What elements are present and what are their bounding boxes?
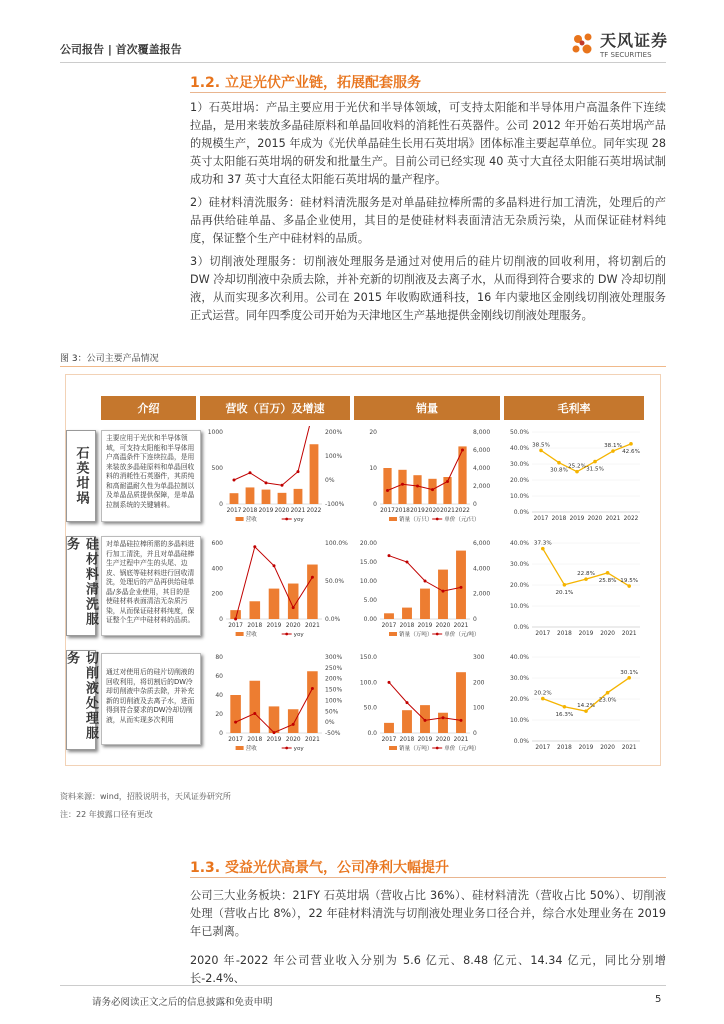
- x-tick-label: 2022: [306, 508, 322, 514]
- data-label: 22.8%: [577, 571, 595, 578]
- x-tick-label: 2017: [381, 623, 397, 629]
- bar: [438, 713, 448, 733]
- line-point: [253, 712, 256, 715]
- margin-point: [627, 584, 631, 588]
- line-point: [273, 564, 276, 567]
- y-tick-label: 0.00: [363, 616, 377, 623]
- y-tick-label: 20: [369, 429, 377, 436]
- y2-tick-label: 2,000: [473, 590, 491, 598]
- y-tick-label: 30.0%: [509, 561, 529, 568]
- bar: [310, 444, 319, 504]
- bar: [278, 493, 287, 504]
- y-tick-label: 10: [369, 465, 377, 472]
- data-label: 19.5%: [620, 578, 639, 585]
- x-tick-label: 2020: [587, 516, 603, 522]
- line-point: [292, 723, 295, 726]
- x-tick-label: 2020: [285, 623, 301, 629]
- margin-point: [541, 547, 545, 551]
- data-label: 42.6%: [622, 448, 640, 455]
- paragraph-revenue: 2020 年-2022 年公司营业收入分别为 5.6 亿元、8.48 亿元、14.34 亿元，同比分别增长-2.4%、: [190, 954, 666, 985]
- x-tick-label: 2021: [453, 737, 469, 743]
- y-tick-label: 30.0%: [509, 675, 529, 682]
- y2-tick-label: 8,000: [473, 429, 491, 436]
- bar: [384, 723, 394, 733]
- page-number: 5: [655, 994, 662, 1005]
- bar: [288, 709, 299, 733]
- row-desc-cleaning: 对单晶硅拉棒所需的多晶料进行加工清洗，并且对单晶硅棒生产过程中产生的头尾、边皮、锅底等硅材料进行回收清洗，处理后的产品再供给硅单晶/多晶企业使用，其目的是使硅材料表面清洁无杂质污染，从而保证硅材料纯度，保证整个生产中硅材料的品质。: [101, 536, 201, 636]
- line-point: [460, 719, 463, 722]
- row-desc-cutting: 通过对使用后的硅片切削液的回收利用，将切割后的DW冷却切削液中杂质去除，并补充新的切削液及去离子水，进而得到符合要求的DW冷却切削液，从而实现多次利用: [101, 653, 201, 745]
- bar: [413, 475, 421, 504]
- y2-tick-label: 150%: [325, 686, 343, 694]
- legend-label-line: yoy: [293, 632, 304, 638]
- line-point: [461, 449, 464, 452]
- y-tick-label: 400: [211, 565, 223, 573]
- x-tick-label: 2018: [557, 631, 572, 637]
- line-point: [424, 719, 427, 722]
- y2-tick-label: 200: [473, 679, 485, 687]
- legend-swatch-bar: [236, 746, 244, 750]
- chart-r1-revenue: [200, 426, 352, 526]
- chart-r2-margin: [504, 537, 644, 641]
- x-tick-label: 2021: [305, 623, 320, 629]
- x-tick-label: 2020: [600, 631, 615, 637]
- legend-swatch-bar: [236, 517, 244, 521]
- x-tick-label: 2021: [453, 623, 469, 629]
- bar: [428, 479, 436, 504]
- x-tick-label: 2018: [395, 508, 410, 514]
- section-divider: [190, 92, 666, 93]
- y2-tick-label: 6,000: [473, 540, 491, 547]
- y2-tick-label: 200%: [325, 429, 343, 436]
- x-tick-label: 2018: [247, 623, 263, 629]
- section-title-2: 1.3. 受益光伏高景气，公司净利大幅提升: [190, 860, 449, 876]
- line-point: [253, 545, 256, 548]
- y-tick-label: 50.0: [363, 704, 377, 712]
- bar: [250, 681, 261, 733]
- x-tick-label: 2017: [535, 631, 551, 637]
- row-label-cutting: 切削液处理服务: [66, 650, 96, 750]
- logo-en: TF SECURITIES: [600, 51, 652, 59]
- x-tick-label: 2019: [569, 516, 585, 522]
- col-header-intro: 介绍: [101, 396, 196, 420]
- x-tick-label: 2019: [578, 745, 594, 751]
- data-label: 30.1%: [620, 669, 639, 676]
- bar: [294, 489, 303, 504]
- legend-swatch-bar: [389, 632, 397, 636]
- bar: [402, 710, 412, 733]
- data-label: 14.2%: [577, 703, 595, 710]
- line-point: [386, 489, 389, 492]
- x-tick-label: 2017: [533, 516, 549, 522]
- line-point: [401, 483, 404, 486]
- section-divider-2: [190, 877, 666, 878]
- line-point: [442, 590, 445, 593]
- x-tick-label: 2020: [435, 737, 451, 743]
- data-label: 31.5%: [586, 466, 604, 473]
- margin-point: [584, 709, 588, 713]
- y-tick-label: 15.00: [359, 559, 377, 566]
- y-tick-label: 20.0%: [509, 582, 529, 589]
- x-tick-label: 2019: [266, 737, 282, 743]
- x-tick-label: 2019: [266, 623, 282, 629]
- x-tick-label: 2021: [290, 508, 306, 514]
- y2-tick-label: 4,000: [473, 565, 491, 573]
- bar: [262, 490, 271, 504]
- x-tick-label: 2021: [621, 745, 637, 751]
- figure-divider: [60, 366, 666, 367]
- report-header: 公司报告 | 首次覆盖报告: [60, 43, 182, 56]
- line-point: [406, 561, 409, 564]
- x-tick-label: 2022: [623, 516, 639, 522]
- line-point: [431, 488, 434, 491]
- data-label: 38.1%: [604, 443, 622, 450]
- y2-tick-label: 100%: [325, 697, 343, 705]
- y-tick-label: 40: [215, 692, 223, 699]
- x-tick-label: 2017: [381, 737, 397, 743]
- y-tick-label: 0: [373, 501, 377, 508]
- row-label-cleaning: 硅材料清洗服务: [66, 536, 96, 636]
- header-divider: [60, 62, 666, 63]
- y-tick-label: 10.0%: [509, 603, 529, 610]
- chart-r1-volume: [354, 426, 500, 526]
- legend-label-bar: 营收: [245, 746, 257, 752]
- line-point: [292, 606, 295, 609]
- bar: [456, 672, 466, 733]
- x-tick-label: 2017: [380, 508, 395, 514]
- y2-tick-label: 4,000: [473, 465, 491, 472]
- line-point: [442, 716, 445, 719]
- line-point: [388, 681, 391, 684]
- bar: [398, 470, 406, 504]
- y2-tick-label: 300%: [325, 654, 343, 661]
- y2-tick-label: 0: [473, 616, 477, 623]
- y-tick-label: 20.0%: [509, 477, 529, 484]
- data-label: 16.3%: [555, 711, 574, 718]
- y2-tick-label: 50%: [325, 708, 339, 716]
- data-label: 30.8%: [550, 467, 568, 474]
- legend-label-line: 单价（元/吨）: [444, 632, 480, 638]
- y-tick-label: 30.0%: [509, 461, 529, 468]
- x-tick-label: 2020: [285, 737, 301, 743]
- data-label: 38.5%: [532, 442, 550, 449]
- y-tick-label: 0.0%: [513, 738, 529, 745]
- col-header-volume: 销量: [354, 396, 500, 420]
- x-tick-label: 2020: [435, 623, 451, 629]
- x-tick-label: 2021: [305, 737, 320, 743]
- line-point: [249, 471, 252, 474]
- margin-point: [606, 691, 610, 695]
- y2-tick-label: 0: [473, 730, 477, 737]
- legend-label-bar: 销量（万吨）: [399, 632, 433, 638]
- x-tick-label: 2018: [557, 745, 572, 751]
- paragraph-crucible: 1）石英坩埚：产品主要应用于光伏和半导体领域，可支持太阳能和半导体用户高温条件下连续拉晶，是用来装放多晶硅原料和单晶回收料的消耗性石英器件。公司 2012 年开始石英坩埚产品的规模生产，2015 年成为《光伏单晶硅生长用石英坩埚》团体标准主要起草单位。同年实现 28 英寸太阳能石英坩埚的研发和批量生产。目前公司已经实现 40 英寸大直径太阳能石英坩埚试制成功和 37 英寸大直径太阳能石英坩埚的量产程序。: [190, 101, 666, 186]
- bar: [230, 493, 239, 504]
- line-point: [311, 576, 314, 579]
- bar: [269, 589, 280, 619]
- y2-tick-label: 100.0%: [325, 540, 348, 547]
- x-tick-label: 2021: [621, 631, 637, 637]
- figure-note: 注：22 年披露口径有更改: [60, 810, 153, 819]
- legend-label-line: 单价（元/吨）: [444, 746, 480, 752]
- bar: [384, 613, 394, 619]
- y-tick-label: 40.0%: [509, 445, 529, 452]
- line-point: [233, 479, 236, 482]
- legend-swatch-bar: [236, 632, 244, 636]
- x-tick-label: 2018: [247, 737, 263, 743]
- y2-tick-label: 100%: [325, 453, 343, 460]
- y2-tick-label: 300: [473, 654, 485, 661]
- y2-tick-label: 50.0%: [325, 578, 345, 585]
- legend-marker-line: [285, 518, 288, 521]
- y2-tick-label: 250%: [325, 664, 343, 672]
- chart-r3-volume: [354, 651, 500, 755]
- y-tick-label: 80: [215, 654, 223, 661]
- series-line: [389, 556, 461, 591]
- bar: [402, 608, 412, 619]
- y-tick-label: 60: [215, 673, 223, 680]
- margin-point: [557, 461, 561, 465]
- line-point: [281, 484, 284, 487]
- margin-point: [584, 577, 588, 581]
- paragraph-cutting-fluid: 3）切削液处理服务：切削液处理服务是通过对使用后的硅片切削液的回收利用，将切割后的 DW 冷却切削液中杂质去除，并补充新的切削液及去离子水，从而得到符合要求的 DW 冷却切削液，从而实现多次利用。公司在 2015 年收购欧通科技，16 年内蒙地区金刚线切削液处理服务正式运营。同年四季度公司开始为天津地区生产基地提供金刚线切削液处理服务。: [190, 255, 666, 322]
- y-tick-label: 0: [219, 730, 223, 737]
- line-point: [265, 481, 268, 484]
- line-point: [311, 687, 314, 690]
- y-tick-label: 0.0%: [513, 624, 529, 631]
- x-tick-label: 2019: [417, 623, 433, 629]
- chart-r2-revenue: [200, 537, 352, 641]
- y-tick-label: 50.0%: [509, 429, 529, 436]
- y-tick-label: 5.00: [363, 597, 377, 604]
- legend-label-line: yoy: [293, 746, 304, 752]
- x-tick-label: 2018: [399, 737, 415, 743]
- y2-tick-label: 0: [473, 501, 477, 508]
- figure-source: 资料来源：wind，招股说明书，天风证券研究所: [60, 792, 231, 801]
- section-title: 1.2. 立足光伏产业链，拓展配套服务: [190, 75, 421, 91]
- x-tick-label: 2020: [600, 745, 615, 751]
- data-label: 20.2%: [533, 690, 552, 697]
- y2-tick-label: -100%: [325, 501, 345, 508]
- y-tick-label: 40.0%: [509, 540, 529, 547]
- series-line: [234, 426, 314, 485]
- margin-point: [541, 697, 545, 701]
- x-tick-label: 2017: [535, 745, 551, 751]
- margin-point: [593, 460, 597, 464]
- line-point: [406, 701, 409, 704]
- bar: [230, 695, 241, 733]
- y2-tick-label: 2,000: [473, 483, 491, 490]
- y-tick-label: 200: [211, 590, 223, 598]
- legend-marker-line: [436, 747, 439, 750]
- y-tick-label: 0.0: [367, 730, 377, 737]
- line-point: [424, 580, 427, 583]
- row-label-crucible: 石英坩埚: [66, 430, 96, 522]
- y-tick-label: 0: [219, 501, 223, 508]
- x-tick-label: 2022: [455, 508, 470, 514]
- line-point: [297, 470, 300, 473]
- footer-divider: [60, 985, 666, 986]
- margin-point: [611, 449, 615, 453]
- bar: [420, 589, 430, 619]
- legend-label-line: yoy: [293, 517, 304, 523]
- chart-r1-margin: [504, 426, 644, 526]
- legend-swatch-bar: [389, 746, 397, 750]
- y2-tick-label: 6,000: [473, 447, 491, 454]
- bar: [307, 671, 318, 733]
- logo: [570, 28, 668, 59]
- legend-label-bar: 销量（万吨）: [399, 746, 433, 752]
- y-tick-label: 0.0%: [513, 509, 529, 516]
- bar: [250, 601, 261, 619]
- figure-title: 图 3：公司主要产品情况: [60, 354, 159, 364]
- row-desc-crucible: 主要应用于光伏和半导体领域，可支持太阳能和半导体用户高温条件下连续拉晶，是用来装放多晶硅原料和单晶回收料的消耗性石英器件，其质纯和高耐温耐久性为单晶拉制以及单晶品质提供保障，是单晶拉制系统的关键辅料。: [101, 430, 201, 522]
- y2-tick-label: 0%: [325, 719, 335, 727]
- x-tick-label: 2021: [605, 516, 621, 522]
- legend-marker-line: [285, 747, 288, 750]
- legend-label-line: 单价（元/只）: [444, 517, 480, 523]
- legend-label-bar: 营收: [245, 632, 257, 638]
- bar: [383, 468, 391, 504]
- data-label: 37.3%: [533, 540, 552, 547]
- y-tick-label: 20: [215, 711, 223, 718]
- line-point: [273, 731, 276, 734]
- legend-marker-line: [436, 633, 439, 636]
- y-tick-label: 0: [219, 616, 223, 623]
- paragraph-cleaning: 2）硅材料清洗服务：硅材料清洗服务是对单晶硅拉棒所需的多晶料进行加工清洗，处理后的产品再供给硅单晶、多晶企业使用，其目的是使硅材料表面清洁无杂质污染，从而保证硅材料纯度，保证整个生产中硅材料的品质。: [190, 196, 666, 245]
- y-tick-label: 40.0%: [509, 654, 529, 661]
- x-tick-label: 2018: [242, 508, 258, 514]
- chart-r3-margin: [504, 651, 644, 755]
- y-tick-label: 20.0%: [509, 696, 529, 703]
- x-tick-label: 2019: [258, 508, 274, 514]
- chart-r3-revenue: [200, 651, 352, 755]
- x-tick-label: 2018: [551, 516, 567, 522]
- legend-label-bar: 营收: [245, 517, 257, 523]
- y-tick-label: 1000: [207, 429, 223, 436]
- y-tick-label: 500: [211, 465, 223, 472]
- data-label: 25.2%: [568, 463, 586, 470]
- line-point: [234, 618, 237, 621]
- data-label: 23.0%: [598, 697, 617, 704]
- y-tick-label: 150.0: [359, 654, 377, 661]
- line-point: [234, 721, 237, 724]
- x-tick-label: 2019: [410, 508, 425, 514]
- y-tick-label: 600: [211, 540, 223, 547]
- margin-point: [563, 583, 567, 587]
- margin-point: [575, 470, 579, 474]
- y2-tick-label: 100: [473, 704, 485, 712]
- legend-swatch-bar: [389, 517, 397, 521]
- logo-name: 天风证券: [600, 31, 669, 50]
- y2-tick-label: 0.0%: [325, 616, 341, 623]
- x-tick-label: 2020: [274, 508, 290, 514]
- x-tick-label: 2018: [399, 623, 415, 629]
- x-tick-label: 2019: [417, 737, 433, 743]
- line-point: [460, 586, 463, 589]
- y-tick-label: 20.00: [359, 540, 377, 547]
- line-point: [416, 485, 419, 488]
- col-header-revenue: 营收（百万）及增速: [200, 396, 350, 420]
- legend-marker-line: [436, 518, 439, 521]
- footer-disclaimer: 请务必阅读正文之后的信息披露和免责申明: [92, 997, 273, 1008]
- y-tick-label: 10.00: [359, 578, 377, 585]
- margin-point: [629, 442, 633, 446]
- chart-r2-volume: [354, 537, 500, 641]
- x-tick-label: 2019: [578, 631, 594, 637]
- y2-tick-label: -50%: [325, 730, 341, 737]
- data-label: 20.1%: [555, 589, 574, 596]
- y2-tick-label: 0%: [325, 477, 335, 484]
- data-label: 25.8%: [598, 577, 617, 584]
- y-tick-label: 10.0%: [509, 493, 529, 500]
- bar: [246, 487, 255, 504]
- col-header-margin: 毛利率: [504, 396, 644, 420]
- y2-tick-label: 200%: [325, 675, 343, 683]
- legend-marker-line: [285, 633, 288, 636]
- bar: [307, 565, 318, 619]
- paragraph-segments: 公司三大业务板块：21FY 石英坩埚（营收占比 36%）、硅材料清洗（营收占比 50%）、切削液处理（营收占比 8%），22 年硅材料清洗与切削液处理业务口径合并，综合水处理业务在 2019 年已剥离。: [190, 889, 666, 938]
- y-tick-label: 100.0: [359, 679, 377, 687]
- x-tick-label: 2021: [440, 508, 455, 514]
- margin-point: [563, 705, 567, 709]
- line-point: [446, 480, 449, 483]
- x-tick-label: 2017: [228, 623, 243, 629]
- x-tick-label: 2020: [425, 508, 440, 514]
- x-tick-label: 2017: [228, 737, 243, 743]
- y-tick-label: 10.0%: [509, 717, 529, 724]
- logo-icon: [570, 31, 596, 57]
- x-tick-label: 2017: [226, 508, 242, 514]
- bar: [456, 551, 466, 619]
- margin-point: [606, 571, 610, 575]
- bar: [438, 570, 448, 619]
- margin-point: [539, 449, 543, 453]
- margin-point: [627, 676, 631, 680]
- line-point: [388, 554, 391, 557]
- legend-label-bar: 销量（万只）: [399, 517, 433, 523]
